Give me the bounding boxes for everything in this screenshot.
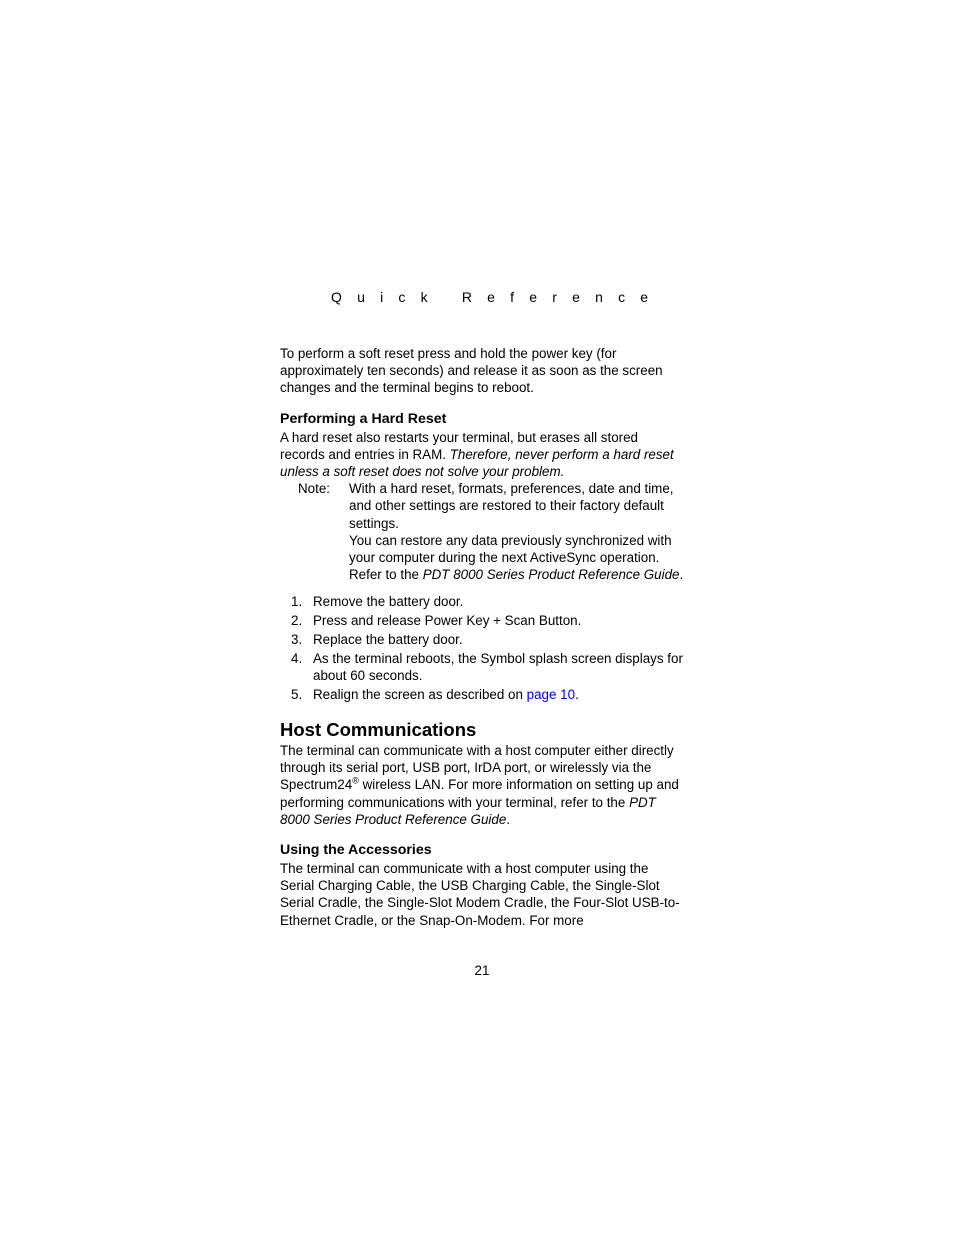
running-header: Quick Reference	[331, 289, 664, 305]
note-text-2	[349, 532, 685, 584]
step-text: As the terminal reboots, the Symbol splash screen displays for about 60 seconds.	[313, 650, 683, 684]
note-reference-title: PDT 8000 Series Product Reference Guide	[422, 567, 680, 583]
accessories-paragraph: The terminal can communicate with a host computer using the Serial Charging Cable, the USB Charging Cable, the Single-Slot Serial Cradle, the Single-Slot Modem Cradle, the Four-Slot USB-to-Ethernet Cradle, or the Snap-On-Modem. For more	[280, 861, 680, 928]
step-text: Replace the battery door.	[313, 632, 463, 648]
note-body	[349, 480, 685, 583]
step-number: 3.	[291, 632, 303, 648]
page-number: 21	[474, 963, 490, 978]
step-text: Press and release Power Key + Scan Button.	[313, 613, 582, 629]
hard-reset-steps	[280, 593, 685, 703]
page-10-link[interactable]: page 10	[526, 686, 576, 702]
hard-reset-intro	[280, 429, 685, 481]
soft-reset-paragraph: To perform a soft reset press and hold the power key (for approximately ten seconds) and release it as soon as the screen changes and the terminal begins to reboot.	[280, 346, 663, 396]
page-content	[280, 345, 685, 929]
hard-reset-warning: Therefore, never perform a hard reset unless a soft reset does not solve your problem.	[280, 446, 674, 480]
host-comm-text-a: The terminal can communicate with a host computer either directly through its serial port, USB port, IrDA port, or wirelessly via the Spectrum24	[280, 743, 674, 793]
registered-mark: ®	[352, 775, 359, 786]
host-comm-reference-title: PDT 8000 Series Product Reference Guide	[280, 794, 656, 827]
note-end: .	[679, 567, 684, 583]
hard-reset-note	[298, 480, 685, 583]
step-text: Remove the battery door.	[313, 594, 464, 610]
note-label: Note:	[298, 481, 331, 497]
hard-reset-intro-text: A hard reset also restarts your terminal, but erases all stored records and entries in RAM.	[280, 429, 638, 462]
step-text	[313, 686, 685, 703]
host-comm-end: .	[506, 811, 511, 827]
step-5-end: .	[575, 686, 579, 702]
note-text-1: With a hard reset, formats, preferences, date and time, and other settings are restored to their factory default settings.	[349, 481, 674, 531]
step-5-text: Realign the screen as described on	[313, 686, 523, 702]
accessories-heading: Using the Accessories	[280, 842, 432, 859]
step-number: 5.	[291, 686, 303, 702]
step-number: 2.	[291, 613, 303, 629]
list-item	[280, 686, 685, 703]
step-number: 4.	[291, 650, 303, 666]
list-item	[280, 612, 685, 629]
host-communications-heading: Host Communications	[280, 719, 477, 741]
list-item	[280, 631, 685, 648]
list-item	[280, 593, 685, 610]
step-number: 1.	[291, 594, 303, 610]
hard-reset-heading: Performing a Hard Reset	[280, 410, 447, 427]
host-comm-text-b: wireless LAN. For more information on setting up and performing communications with your terminal, refer to the	[280, 777, 679, 810]
note-text-2-body: You can restore any data previously synchronized with your computer during the next ActiveSync operation. Refer to the	[349, 532, 672, 583]
host-communications-paragraph	[280, 742, 685, 828]
list-item	[280, 650, 685, 684]
